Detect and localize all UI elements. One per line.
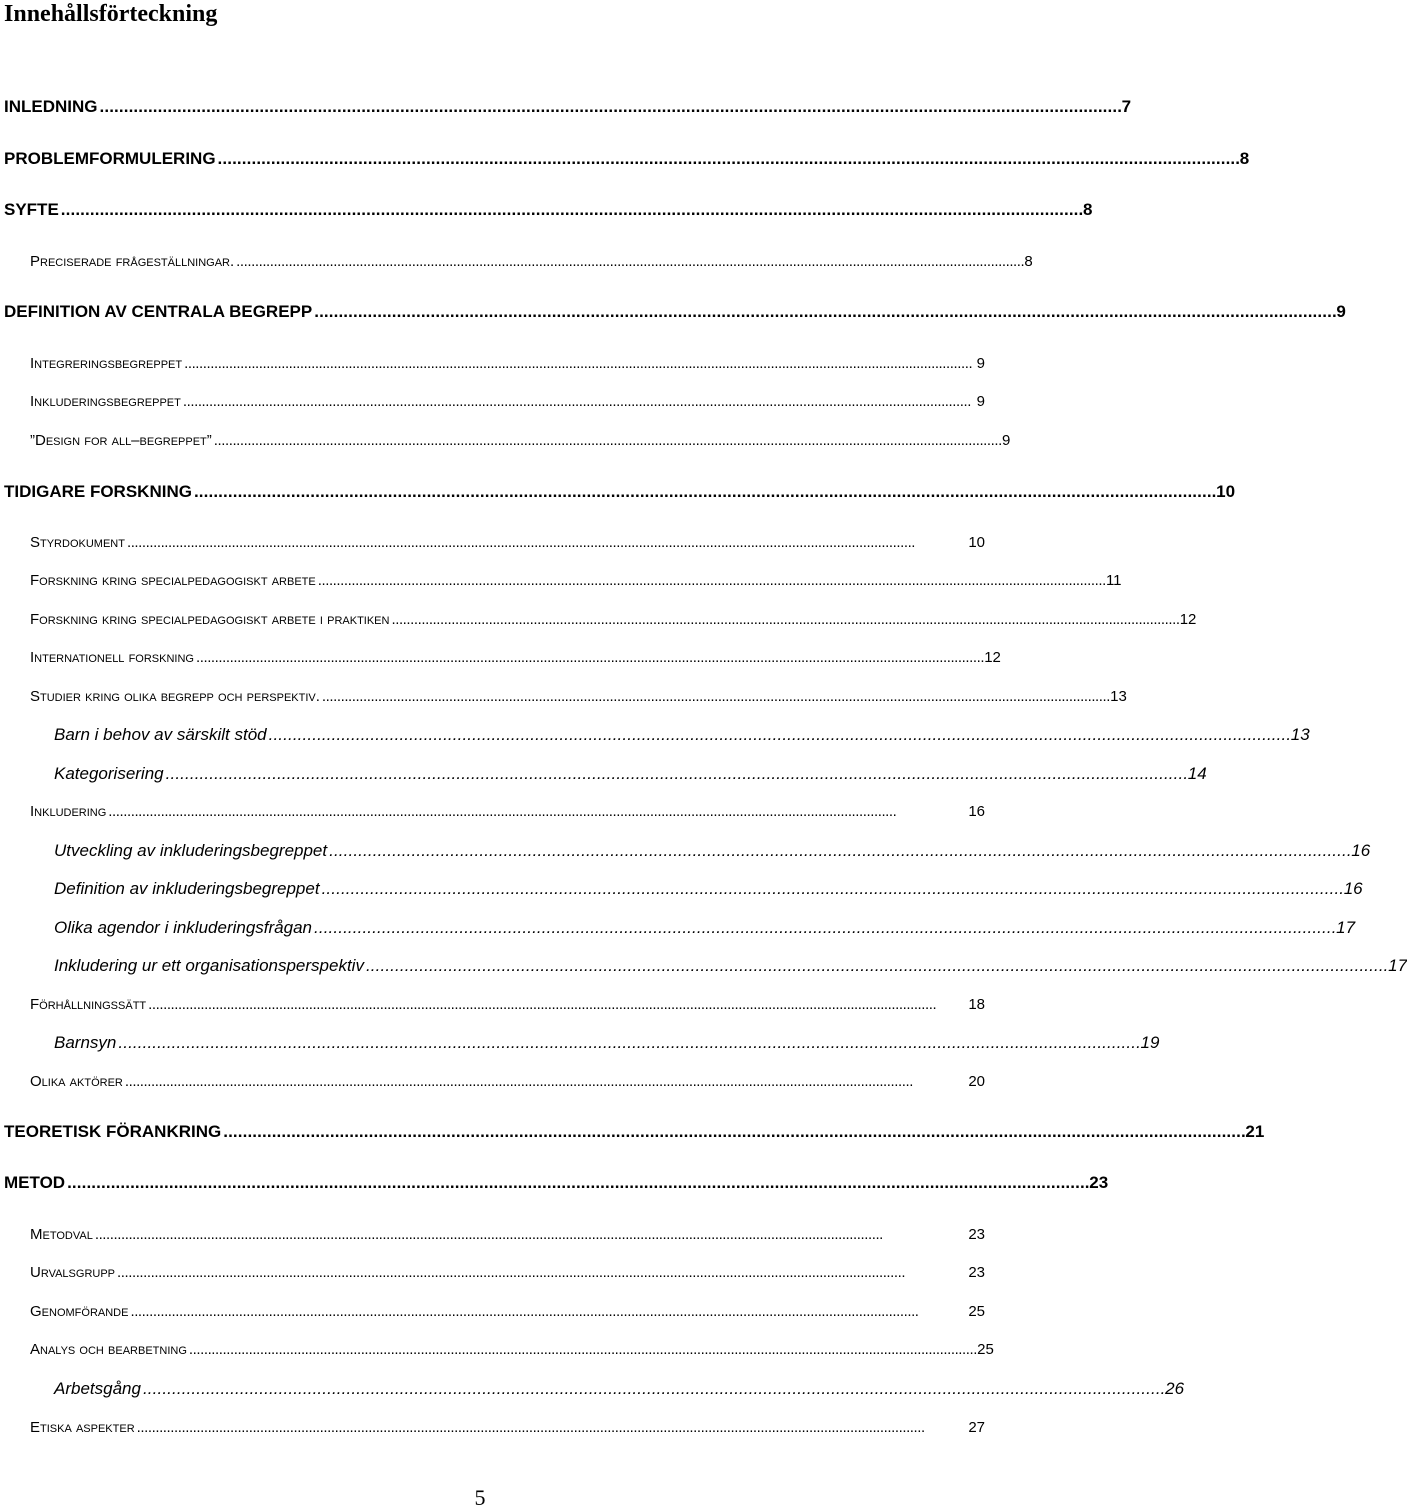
toc-entry-title: Preciserade frågeställningar. <box>30 253 235 270</box>
toc-entry-title: Inkludering <box>30 803 107 820</box>
toc-entry[interactable] <box>0 430 1011 452</box>
toc-entry-title: Etiska aspekter <box>30 1419 135 1436</box>
toc-entry[interactable] <box>0 686 1127 708</box>
toc-entry-title: METOD <box>4 1173 66 1192</box>
toc-entry-page: 21 <box>1245 1122 1265 1141</box>
toc-entry[interactable] <box>0 1262 985 1284</box>
toc-entry-title: TIDIGARE FORSKNING <box>4 482 192 501</box>
toc-entry-title: TEORETISK FÖRANKRING <box>4 1122 222 1141</box>
toc-entry[interactable] <box>0 878 1363 900</box>
toc-leader <box>366 955 1386 977</box>
toc-entry[interactable] <box>0 96 1132 118</box>
toc-entry-page: 17 <box>1388 956 1407 975</box>
toc-entry[interactable] <box>0 1301 985 1323</box>
toc-entry[interactable] <box>0 1071 985 1093</box>
toc-entry-page: 25 <box>968 1303 985 1320</box>
toc-entry[interactable] <box>0 955 1407 977</box>
toc-leader <box>318 570 1104 592</box>
toc-leader <box>391 609 1177 631</box>
toc-entry-title: Definition av inkluderingsbegreppet <box>54 879 320 898</box>
toc-leader <box>314 917 1334 939</box>
toc-entry[interactable] <box>0 481 1236 503</box>
toc-entry-title: Internationell forskning <box>30 649 194 666</box>
toc-entry-page: 13 <box>1290 725 1310 744</box>
toc-leader <box>166 763 1186 785</box>
toc-leader <box>118 1032 1138 1054</box>
toc-entry-page: 12 <box>1179 611 1197 628</box>
toc-leader <box>223 1121 1243 1143</box>
toc-entry[interactable] <box>0 199 1093 221</box>
toc-leader <box>108 801 966 823</box>
toc-entry-page: 16 <box>1351 841 1371 860</box>
toc-entry-page: 9 <box>1001 432 1011 449</box>
toc-entry[interactable] <box>0 1121 1265 1143</box>
toc-entry-title: DEFINITION AV CENTRALA BEGREPP <box>4 302 313 321</box>
toc-entry-title: Forskning kring specialpedagogiskt arbete i praktiken <box>30 611 390 628</box>
toc-leader <box>189 1339 975 1361</box>
toc-entry-title: Forskning kring specialpedagogiskt arbete <box>30 572 316 589</box>
toc-entry[interactable] <box>0 301 1346 323</box>
toc-entry-title: Urvalsgrupp <box>30 1264 116 1281</box>
toc-entry-page: 9 <box>1336 302 1346 321</box>
toc-entry-page: 26 <box>1165 1379 1185 1398</box>
toc-leader <box>183 391 975 413</box>
toc-entry[interactable] <box>0 1224 985 1246</box>
toc-entry-title: INLEDNING <box>4 97 98 116</box>
toc-entry-title: Metodval <box>30 1226 93 1243</box>
toc-entry[interactable] <box>0 917 1356 939</box>
toc-leader <box>194 481 1214 503</box>
toc-entry-title: Olika aktörer <box>30 1073 123 1090</box>
toc-entry[interactable] <box>0 763 1207 785</box>
toc-entry-page: 8 <box>1082 200 1093 219</box>
toc-leader <box>61 199 1081 221</box>
toc-entry-page: 18 <box>968 996 985 1013</box>
toc-leader <box>196 647 982 669</box>
toc-entry-page: 10 <box>1216 482 1236 501</box>
toc-leader <box>236 251 1022 273</box>
toc-entry-page: 19 <box>1140 1033 1160 1052</box>
toc-entry-page: 14 <box>1187 764 1207 783</box>
toc-leader <box>269 724 1289 746</box>
toc-entry-page: 9 <box>976 393 985 410</box>
toc-entry-title: Arbetsgång <box>54 1379 141 1398</box>
toc-entry-title: Barnsyn <box>54 1033 117 1052</box>
toc-entry-title: Olika agendor i inkluderingsfrågan <box>54 918 312 937</box>
toc-leader <box>130 1301 966 1323</box>
toc-entry[interactable] <box>0 1417 985 1439</box>
toc-entry-title: Styrdokument <box>30 534 125 551</box>
toc-entry-title: Kategorisering <box>54 764 164 783</box>
toc-leader <box>329 840 1349 862</box>
toc-leader <box>127 532 966 554</box>
toc-entry[interactable] <box>0 1172 1109 1194</box>
toc-leader <box>314 301 1334 323</box>
toc-entry[interactable] <box>0 148 1250 170</box>
toc-entry[interactable] <box>0 1378 1185 1400</box>
toc-leader <box>95 1224 966 1246</box>
toc-entry-title: Utveckling av inkluderingsbegreppet <box>54 841 328 860</box>
toc-entry-title: PROBLEMFORMULERING <box>4 149 216 168</box>
toc-entry-page: 25 <box>977 1341 994 1358</box>
toc-leader <box>184 353 975 375</box>
toc-leader <box>143 1378 1163 1400</box>
toc-entry-page: 16 <box>968 803 985 820</box>
toc-entry-title: Förhållningssätt <box>30 996 147 1013</box>
toc-entry-title: Inkluderingsbegreppet <box>30 393 181 410</box>
toc-entry[interactable] <box>0 532 985 554</box>
toc-leader <box>214 430 1000 452</box>
toc-entry-title: Genomförande <box>30 1303 129 1320</box>
toc-entry-title: Barn i behov av särskilt stöd <box>54 725 267 744</box>
toc-entry-page: 11 <box>1105 572 1122 589</box>
page-title: Innehållsförteckning <box>4 1 218 27</box>
toc-entry[interactable] <box>0 647 1001 669</box>
toc-entry-page: 9 <box>976 355 985 372</box>
toc-leader <box>322 686 1108 708</box>
toc-entry-page: 23 <box>968 1264 985 1281</box>
toc-entry-page: 20 <box>968 1073 985 1090</box>
toc-entry-title: SYFTE <box>4 200 59 219</box>
toc-entry-page: 13 <box>1110 688 1127 705</box>
toc-leader <box>322 878 1342 900</box>
toc-entry-page: 23 <box>968 1226 985 1243</box>
toc-entry[interactable] <box>0 391 985 413</box>
toc-entry-page: 8 <box>1239 149 1250 168</box>
toc-entry-title: Integreringsbegreppet <box>30 355 183 372</box>
toc-entry-title: ”Design for all–begreppet” <box>30 432 212 449</box>
toc-leader <box>125 1071 966 1093</box>
toc-entry[interactable] <box>0 801 985 823</box>
toc-entry[interactable] <box>0 840 1371 862</box>
toc-entry-page: 10 <box>968 534 985 551</box>
toc-entry-title: Inkludering ur ett organisationsperspektiv <box>54 956 364 975</box>
toc-entry[interactable] <box>0 570 1122 592</box>
toc-entry-page: 7 <box>1121 97 1132 116</box>
toc-leader <box>148 994 966 1016</box>
toc-entry-title: Analys och bearbetning <box>30 1341 187 1358</box>
toc-entry[interactable] <box>0 251 1033 273</box>
toc-entry-page: 27 <box>968 1419 985 1436</box>
page-number: 5 <box>474 1485 486 1510</box>
toc-entry-page: 16 <box>1343 879 1363 898</box>
toc-entry[interactable] <box>0 1032 1160 1054</box>
toc-entry[interactable] <box>0 353 985 375</box>
toc-leader <box>117 1262 966 1284</box>
toc-entry-page: 12 <box>984 649 1001 666</box>
toc-leader <box>100 96 1120 118</box>
toc-leader <box>67 1172 1087 1194</box>
toc-entry-page: 23 <box>1089 1173 1109 1192</box>
toc-leader <box>137 1417 967 1439</box>
toc-entry[interactable] <box>0 994 985 1016</box>
toc-entry-title: Studier kring olika begrepp och perspektiv. <box>30 688 320 705</box>
toc-entry-page: 8 <box>1024 253 1033 270</box>
toc-entry[interactable] <box>0 609 1197 631</box>
toc-entry[interactable] <box>0 1339 994 1361</box>
toc-entry-page: 17 <box>1336 918 1356 937</box>
toc-entry[interactable] <box>0 724 1310 746</box>
toc-leader <box>218 148 1238 170</box>
